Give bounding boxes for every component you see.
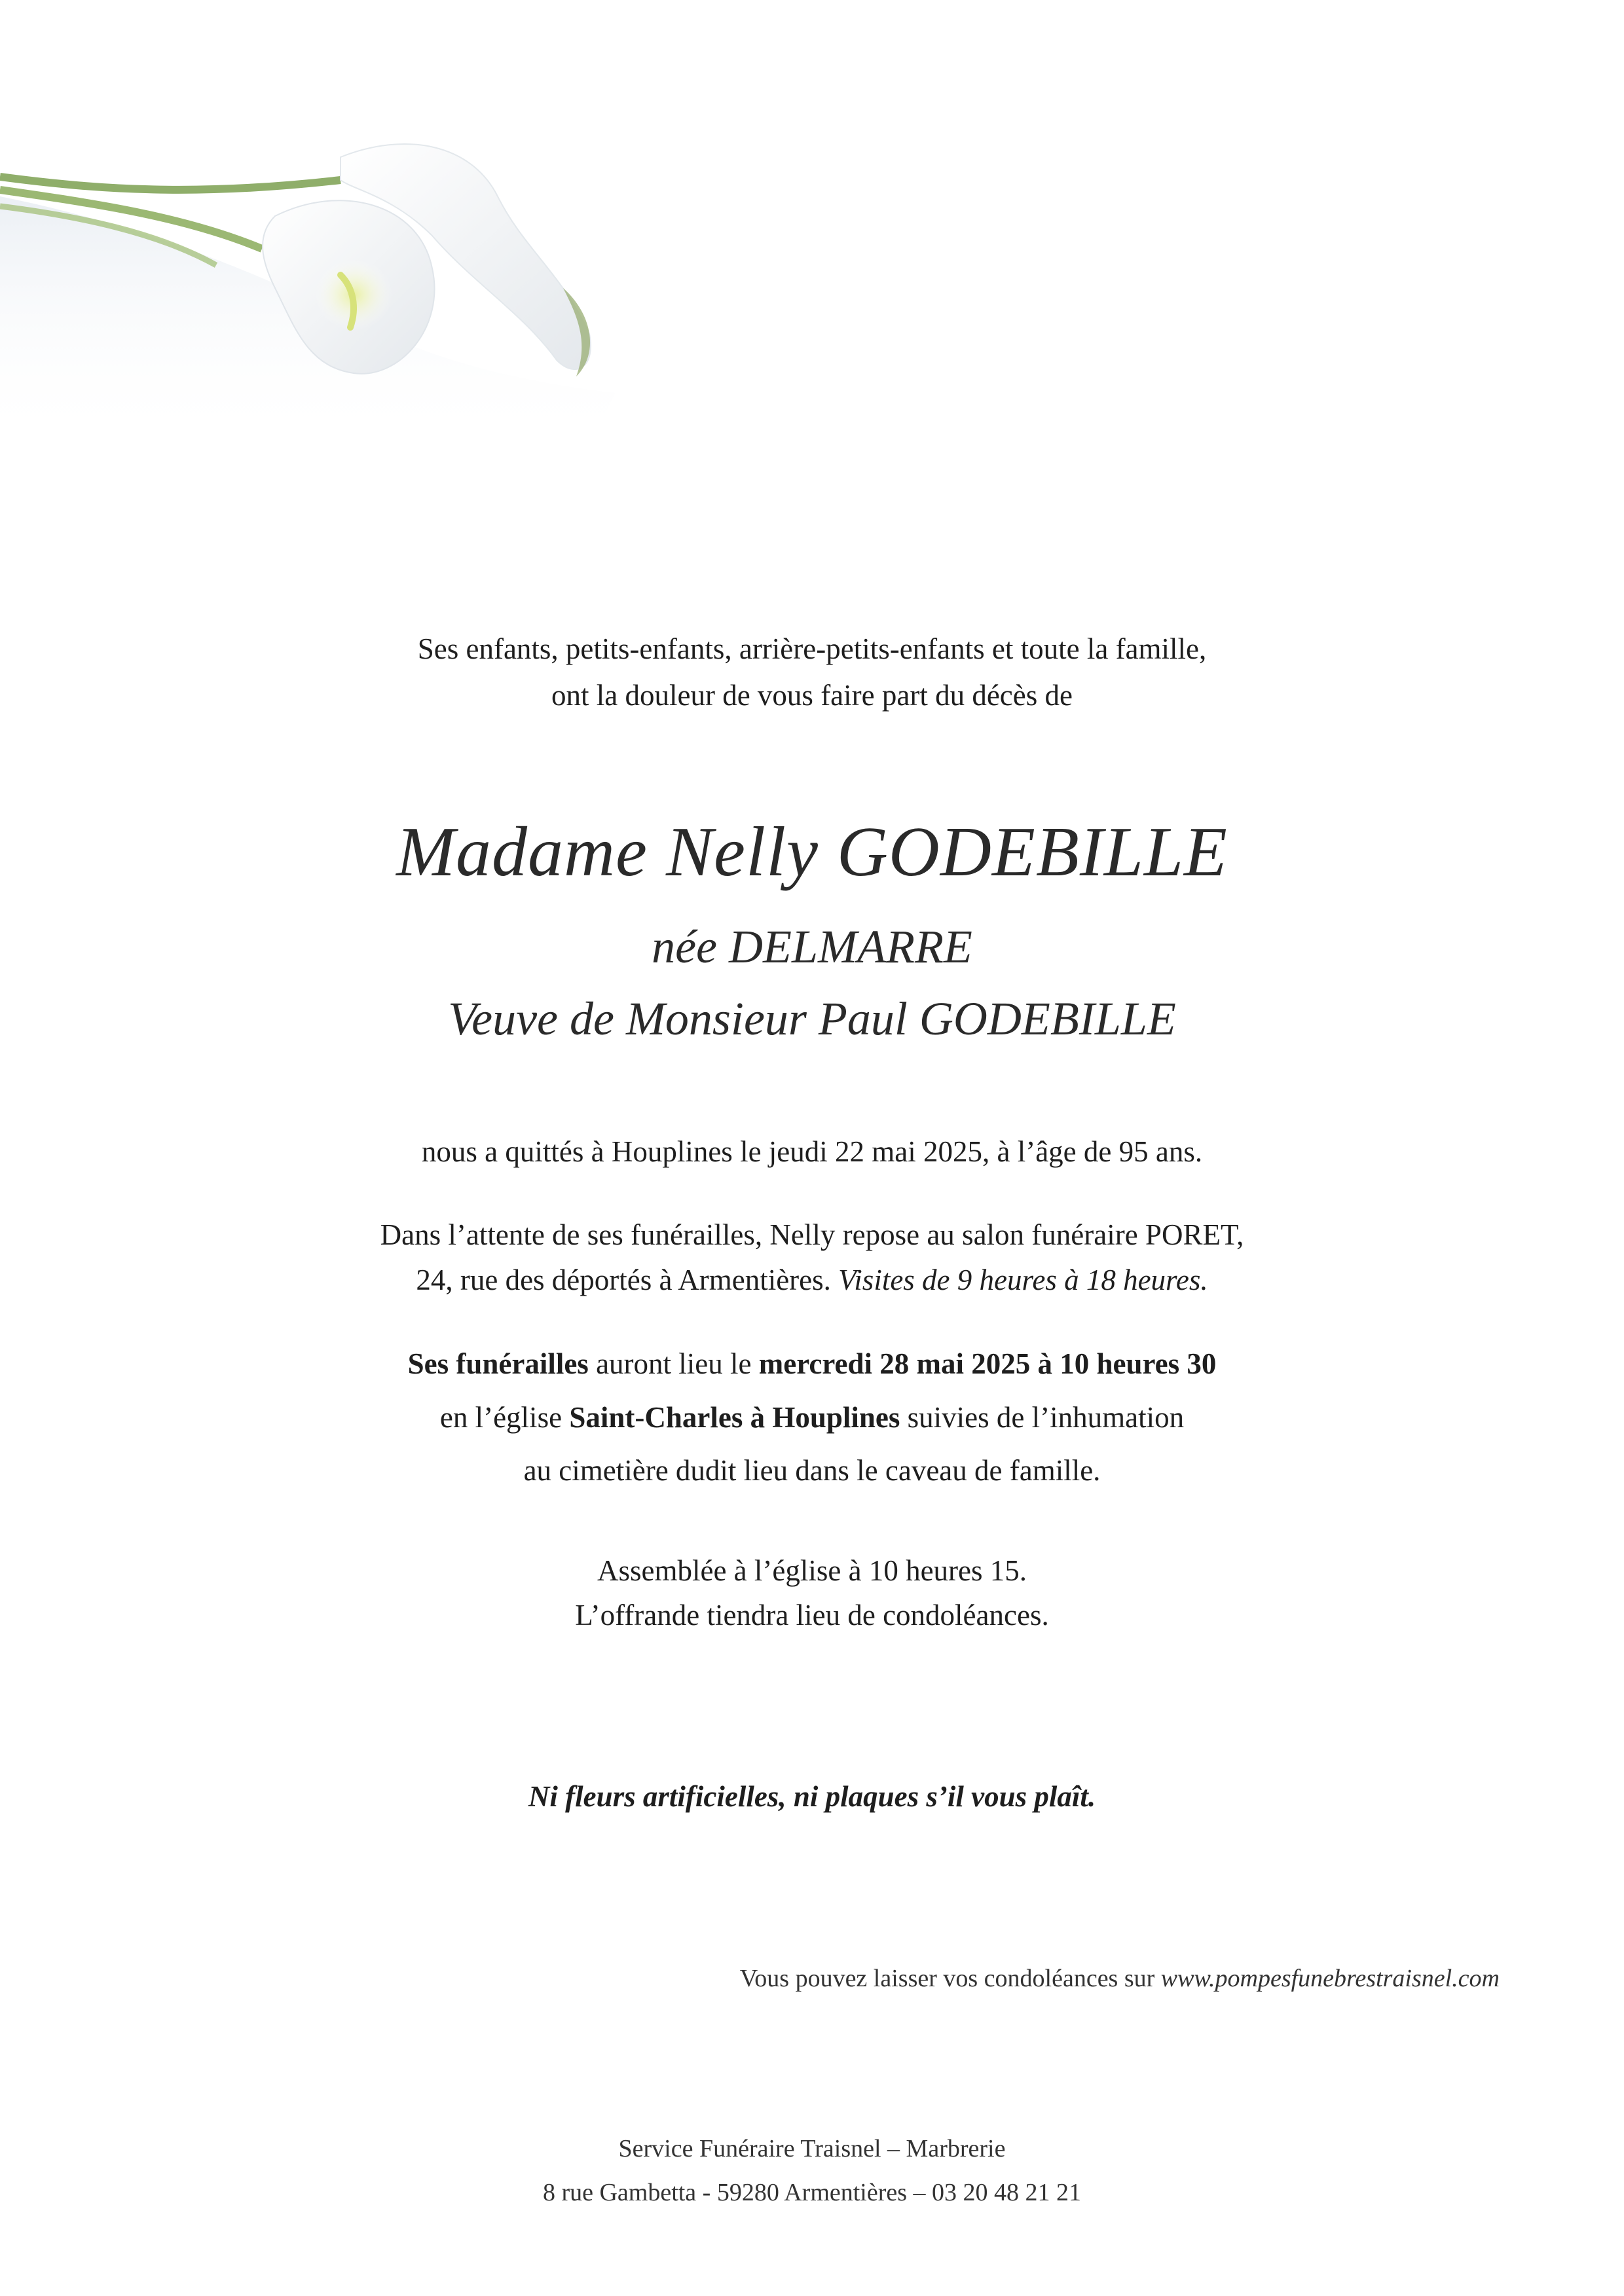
rest-line-2 xyxy=(0,1263,1624,1297)
assembly-line-2: L’offrande tiendra lieu de condoléances. xyxy=(575,1599,1049,1631)
condolences-url[interactable]: www.pompesfunebrestraisnel.com xyxy=(1160,1965,1500,1992)
funeral-text: auront lieu le xyxy=(596,1347,752,1380)
intro-line-1: Ses enfants, petits-enfants, arrière-petits-enfants et toute la famille, xyxy=(417,632,1207,665)
visiting-hours: Visites de 9 heures à 18 heures. xyxy=(838,1264,1208,1296)
condolences-line xyxy=(0,1964,1500,1993)
rest-line-1: Dans l’attente de ses funérailles, Nelly repose au salon funéraire PORET, xyxy=(380,1218,1244,1251)
funeral-burial: suivies de l’inhumation xyxy=(907,1401,1185,1434)
deceased-name: Madame Nelly GODEBILLE xyxy=(396,813,1228,891)
calla-lily-image xyxy=(0,118,629,445)
intro-line-2: ont la douleur de vous faire part du décès de xyxy=(551,679,1073,712)
funeral-line-3: au cimetière dudit lieu dans le caveau de famille. xyxy=(523,1454,1101,1487)
footer-company: Service Funéraire Traisnel – Marbrerie xyxy=(618,2135,1006,2162)
funeral-line-2 xyxy=(0,1400,1624,1434)
death-notice: nous a quittés à Houplines le jeudi 22 mai 2025, à l’âge de 95 ans. xyxy=(421,1135,1203,1168)
funeral-label: Ses funérailles xyxy=(407,1347,589,1380)
rest-address: 24, rue des déportés à Armentières. xyxy=(416,1264,831,1296)
condolences-text: Vous pouvez laisser vos condoléances sur xyxy=(739,1965,1155,1992)
widow-of: Veuve de Monsieur Paul GODEBILLE xyxy=(448,993,1176,1045)
footer-address: 8 rue Gambetta - 59280 Armentières – 03 20 48 21 21 xyxy=(542,2179,1082,2206)
no-flowers-note: Ni fleurs artificielles, ni plaques s’il vous plaît. xyxy=(528,1780,1096,1813)
funeral-line-1 xyxy=(0,1347,1624,1381)
funeral-date: mercredi 28 mai 2025 à 10 heures 30 xyxy=(758,1347,1217,1380)
assembly-line-1: Assemblée à l’église à 10 heures 15. xyxy=(597,1554,1027,1587)
maiden-name: née DELMARRE xyxy=(652,920,972,973)
funeral-church-prefix: en l’église xyxy=(439,1401,563,1434)
funeral-church: Saint-Charles à Houplines xyxy=(569,1401,900,1434)
